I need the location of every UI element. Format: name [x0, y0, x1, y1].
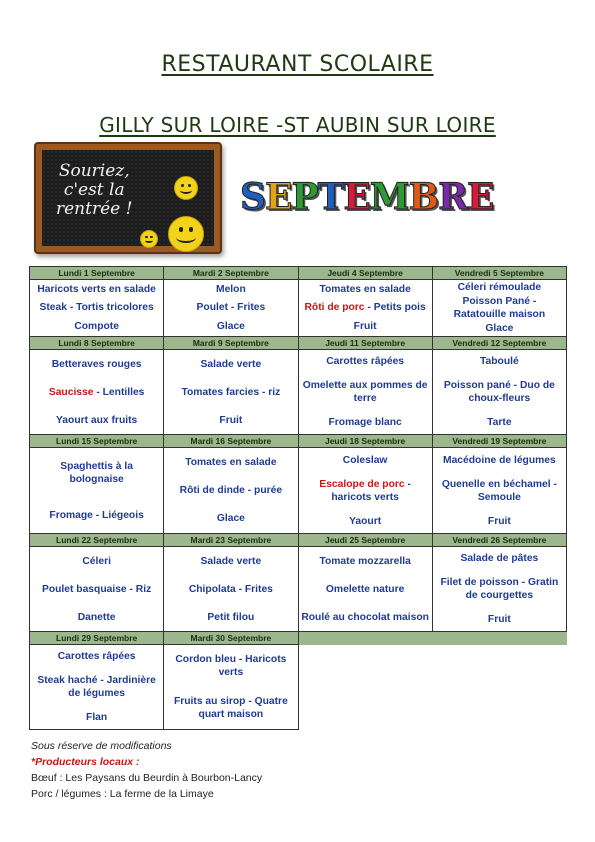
week-header-row — [30, 435, 567, 448]
dish-text: Céleri rémoulade — [457, 281, 542, 293]
dish-item — [433, 576, 566, 602]
dish-text: Tomates en salade — [319, 283, 411, 295]
dish-text: - haricots verts — [331, 478, 411, 503]
day-menu — [432, 350, 566, 435]
dish-text: Melon — [216, 283, 246, 295]
day-menu — [298, 280, 432, 337]
dish-item — [215, 512, 247, 525]
dish-item — [178, 484, 284, 497]
dish-text: Steak haché - Jardinière de légumes — [37, 674, 156, 699]
dish-item — [347, 515, 383, 528]
dish-text: Quenelle en béchamel - Semoule — [441, 478, 557, 503]
month-letter: P — [291, 176, 318, 218]
day-header: Jeudi 18 Septembre — [298, 435, 432, 448]
dish-text: Poulet - Frites — [196, 302, 266, 314]
week-menu-row — [30, 280, 567, 337]
dish-text: Salade verte — [200, 358, 262, 370]
weekly-menu-table — [29, 266, 567, 730]
dish-item — [433, 379, 566, 405]
day-header: Mardi 2 Septembre — [164, 267, 298, 280]
day-menu — [298, 448, 432, 534]
dish-item — [47, 386, 147, 399]
dish-text: Chipolata - Frites — [188, 583, 273, 595]
dish-item — [183, 456, 278, 469]
dish-item — [37, 301, 155, 314]
day-header: Mardi 30 Septembre — [164, 632, 298, 645]
day-menu — [298, 350, 432, 435]
month-letter: S — [240, 176, 265, 218]
day-menu — [30, 448, 164, 534]
day-menu — [432, 280, 566, 337]
day-header: Vendredi 12 Septembre — [432, 337, 566, 350]
week-header-row — [30, 267, 567, 280]
dish-item — [317, 555, 412, 568]
restaurant-title: RESTAURANT SCOLAIRE — [161, 52, 434, 77]
day-header: Vendredi 26 Septembre — [432, 534, 566, 547]
week-menu-row — [30, 350, 567, 435]
day-menu — [432, 547, 566, 632]
dish-text: Tomates en salade — [185, 456, 277, 468]
day-menu — [164, 645, 298, 730]
dish-text: Poulet basquaise - Riz — [41, 583, 152, 595]
day-header: Mardi 9 Septembre — [164, 337, 298, 350]
day-header: Lundi 22 Septembre — [30, 534, 164, 547]
dish-text: Céleri — [82, 555, 111, 567]
day-menu — [298, 547, 432, 632]
day-header: Lundi 1 Septembre — [30, 267, 164, 280]
week-menu-row — [30, 448, 567, 534]
dish-text: Taboulé — [480, 356, 519, 368]
dish-item — [30, 460, 163, 486]
dish-text: Yaourt aux fruits — [56, 414, 138, 426]
month-title — [240, 176, 493, 218]
dish-text: Poisson pané - Duo de choux-fleurs — [443, 379, 555, 404]
local-producer-dish: Rôti de porc — [304, 302, 365, 314]
week-menu-row — [30, 547, 567, 632]
day-header: Mardi 16 Septembre — [164, 435, 298, 448]
dish-item — [483, 322, 515, 335]
dish-text: Macédoine de légumes — [443, 454, 556, 466]
day-menu — [30, 547, 164, 632]
day-menu — [432, 448, 566, 534]
dish-item — [30, 674, 163, 700]
month-letter: T — [317, 176, 344, 218]
dish-text: Fromage blanc — [328, 416, 402, 428]
dish-item — [195, 301, 268, 314]
producers-title: *Producteurs locaux : — [31, 756, 140, 768]
dish-text: Carottes râpées — [57, 651, 136, 663]
dish-item — [187, 583, 275, 596]
month-letter: R — [438, 176, 467, 218]
pork-producer: Porc / légumes : La ferme de la Limaye — [31, 788, 214, 800]
dish-item — [76, 611, 118, 624]
dish-item — [199, 358, 264, 371]
dish-item — [317, 283, 412, 296]
dish-text: Tomates farcies - riz — [181, 386, 281, 398]
month-letter: E — [343, 176, 370, 218]
dish-text: Coleslaw — [342, 454, 388, 466]
dish-text: Roulé au chocolat maison — [301, 611, 429, 623]
dish-text: Cordon bleu - Haricots verts — [175, 654, 287, 678]
dish-text: - Petits pois — [364, 302, 426, 314]
dish-text: Fruit — [353, 321, 377, 333]
dish-item — [441, 454, 558, 467]
day-menu — [30, 350, 164, 435]
month-letter: E — [265, 176, 292, 218]
dish-item — [214, 283, 248, 296]
month-letter: E — [467, 176, 494, 218]
dish-text: Petit filou — [207, 611, 255, 623]
dish-item — [40, 583, 153, 596]
dish-text: Salade de pâtes — [460, 553, 539, 565]
dish-text: Rôti de dinde - purée — [179, 484, 283, 496]
beef-producer: Bœuf : Les Paysans du Beurdin à Bourbon-Lancy — [31, 772, 263, 784]
empty-cell — [298, 645, 432, 730]
dish-text: Betteraves rouges — [51, 358, 142, 370]
day-header: Vendredi 5 Septembre — [432, 267, 566, 280]
day-header: Lundi 29 Septembre — [30, 632, 164, 645]
empty-cell — [432, 645, 566, 730]
dish-item — [72, 320, 121, 333]
dish-text: Salade verte — [200, 555, 262, 567]
dish-text: Glace — [485, 323, 514, 335]
dish-text: Fruit — [219, 414, 243, 426]
day-header: Jeudi 11 Septembre — [298, 337, 432, 350]
smiley-icon — [140, 230, 158, 248]
dish-item — [199, 555, 264, 568]
dish-text: - Lentilles — [93, 386, 145, 398]
dish-text: Tarte — [487, 416, 512, 428]
dish-text: Filet de poisson - Gratin de courgettes — [440, 576, 559, 601]
dish-item — [299, 611, 431, 624]
dish-item — [54, 414, 139, 427]
smiley-icon — [168, 216, 204, 252]
day-header: Vendredi 19 Septembre — [432, 435, 566, 448]
chalkboard-text: Souriez, c'est la rentrée ! — [56, 161, 133, 219]
week-header-row — [30, 632, 567, 645]
dish-item — [35, 283, 157, 296]
day-menu — [30, 645, 164, 730]
dish-item — [299, 379, 432, 405]
dish-item — [164, 653, 297, 679]
dish-text: Danette — [77, 611, 116, 623]
dish-item — [352, 320, 379, 333]
dish-item — [433, 478, 566, 504]
town-subtitle: GILLY SUR LOIRE -ST AUBIN SUR LOIRE — [99, 113, 496, 137]
dish-item — [324, 583, 406, 596]
dish-item — [433, 295, 566, 321]
month-letter: B — [408, 176, 439, 218]
day-header: Lundi 15 Septembre — [30, 435, 164, 448]
dish-text: Glace — [216, 321, 245, 333]
week-header-row — [30, 534, 567, 547]
dish-item — [164, 695, 297, 721]
dish-item — [327, 416, 404, 429]
dish-text: Fruit — [487, 613, 511, 625]
reserve-note: Sous réserve de modifications — [31, 740, 172, 752]
dish-item — [324, 355, 406, 368]
day-header: Mardi 23 Septembre — [164, 534, 298, 547]
day-menu — [164, 350, 298, 435]
day-menu — [164, 280, 298, 337]
dish-text: Fruit — [487, 515, 511, 527]
dish-item — [486, 613, 513, 626]
dish-item — [84, 711, 109, 724]
dish-item — [205, 611, 256, 624]
week-header-row — [30, 337, 567, 350]
dish-item — [299, 478, 432, 504]
dish-item — [458, 552, 540, 565]
dish-text: Flan — [86, 711, 108, 723]
dish-item — [56, 650, 138, 663]
empty-cell — [298, 632, 432, 645]
dish-item — [217, 414, 244, 427]
dish-text: Fruits au sirop - Quatre quart maison — [173, 696, 288, 720]
dish-item — [179, 386, 282, 399]
dish-text: Spaghettis à la bolognaise — [60, 460, 133, 485]
dish-item — [47, 509, 145, 522]
dish-text: Glace — [216, 513, 245, 525]
dish-text: Poisson Pané - Ratatouille maison — [453, 295, 546, 320]
day-header: Jeudi 25 Septembre — [298, 534, 432, 547]
day-menu — [164, 448, 298, 534]
day-menu — [164, 547, 298, 632]
dish-item — [341, 454, 390, 467]
dish-item — [486, 515, 513, 528]
dish-item — [456, 281, 544, 294]
dish-text: Compote — [74, 321, 119, 333]
empty-cell — [432, 632, 566, 645]
dish-text: Omelette aux pommes de terre — [302, 379, 428, 404]
dish-text: Carottes râpées — [326, 356, 405, 368]
dish-text: Tomate mozzarella — [319, 555, 411, 567]
dish-text: Fromage - Liégeois — [49, 509, 144, 521]
notes — [31, 738, 262, 802]
smiley-icon — [174, 176, 198, 200]
dish-text: Haricots verts en salade — [37, 283, 156, 295]
day-menu — [30, 280, 164, 337]
week-menu-row — [30, 645, 567, 730]
month-letter: M — [369, 176, 409, 218]
dish-item — [485, 416, 513, 429]
day-header: Jeudi 4 Septembre — [298, 267, 432, 280]
dish-item — [478, 355, 521, 368]
dish-item — [80, 555, 113, 568]
local-producer-dish: Escalope de porc — [319, 478, 405, 490]
day-header: Lundi 8 Septembre — [30, 337, 164, 350]
dish-item — [50, 358, 144, 371]
dish-item — [302, 301, 427, 314]
chalkboard-illustration — [34, 142, 222, 254]
dish-item — [215, 320, 247, 333]
dish-text: Omelette nature — [325, 583, 405, 595]
local-producer-dish: Saucisse — [48, 386, 94, 398]
dish-text: Steak - Tortis tricolores — [39, 302, 154, 314]
dish-text: Yaourt — [349, 515, 382, 527]
